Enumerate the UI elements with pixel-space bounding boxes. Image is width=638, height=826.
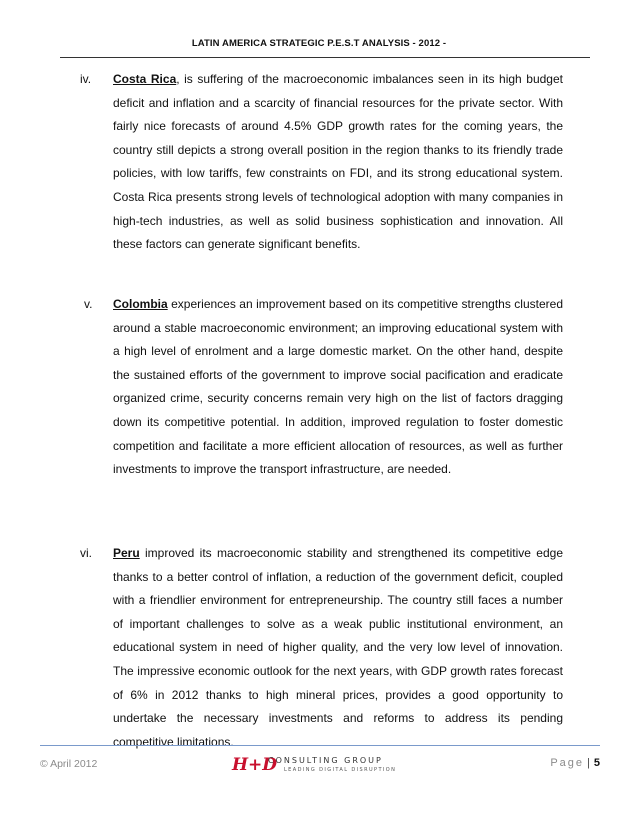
paragraph-text: improved its macroeconomic stability and strengthened its competitive edge thanks to a better control of inflation, a reduction of the government deficit, coupled with a friendlier environment for entrepreneurship. The country still faces a number of important challenges to solve as a weak public institutional environment, an educational system in need of higher quality, and the very low level of innovation. The impressive economic outlook for the next years, with GDP growth rates forecast of 6% in 2012 thanks to high mineral prices, provides a good opportunity to undertake the necessary investments and reforms to address its pending competitive limitations. [113, 546, 563, 749]
list-numeral: iv. [80, 72, 92, 86]
country-name: Peru [113, 546, 140, 560]
logo-company-name: CONSULTING GROUP [268, 756, 383, 765]
paragraph-text: experiences an improvement based on its competitive strengths clustered around a stable macroeconomic environment; an improving educational system with a high level of enrolment and a large domestic market. On the other hand, despite the sustained efforts of the government to improve social pacification and eradicate organized crime, security concerns remain very high on the list of factors dragging down its competitive potential. In addition, improved regulation to foster domestic competition and facilitate a more efficient allocation of resources, as well as further investments to improve the transport infrastructure, are needed. [113, 297, 563, 477]
page-label: Page [550, 757, 585, 769]
country-name: Colombia [113, 297, 168, 311]
logo-mark: H+D [232, 755, 278, 775]
page-header-title: LATIN AMERICA STRATEGIC P.E.S.T ANALYSIS - 2012 - [191, 38, 447, 49]
page-number-block [550, 757, 600, 769]
list-numeral: v. [84, 297, 93, 311]
paragraph-costa-rica [113, 68, 563, 257]
footer-divider [40, 745, 600, 746]
logo-tagline: LEADING DIGITAL DISRUPTION [284, 767, 397, 773]
page-separator: | [587, 757, 590, 769]
list-numeral: vi. [80, 546, 92, 560]
country-name: Costa Rica [113, 72, 177, 86]
company-logo [232, 755, 402, 781]
paragraph-colombia [113, 293, 563, 482]
footer-copyright: © April 2012 [40, 758, 98, 770]
page-number: 5 [593, 757, 600, 769]
paragraph-text: , is suffering of the macroeconomic imbalances seen in its high budget deficit and inflation and a scarcity of financial resources for the private sector. With fairly nice forecasts of around 4.5% GDP growth rates for the coming years, the country still depicts a strong overall position in the region thanks to its friendly trade policies, with low tariffs, few constraints on FDI, and its strong educational system. Costa Rica presents strong levels of technological adoption with many companies in high-tech industries, as well as solid business sophistication and innovation. All these factors can generate significant benefits. [113, 72, 563, 252]
paragraph-peru [113, 542, 563, 754]
header-divider [60, 57, 590, 58]
